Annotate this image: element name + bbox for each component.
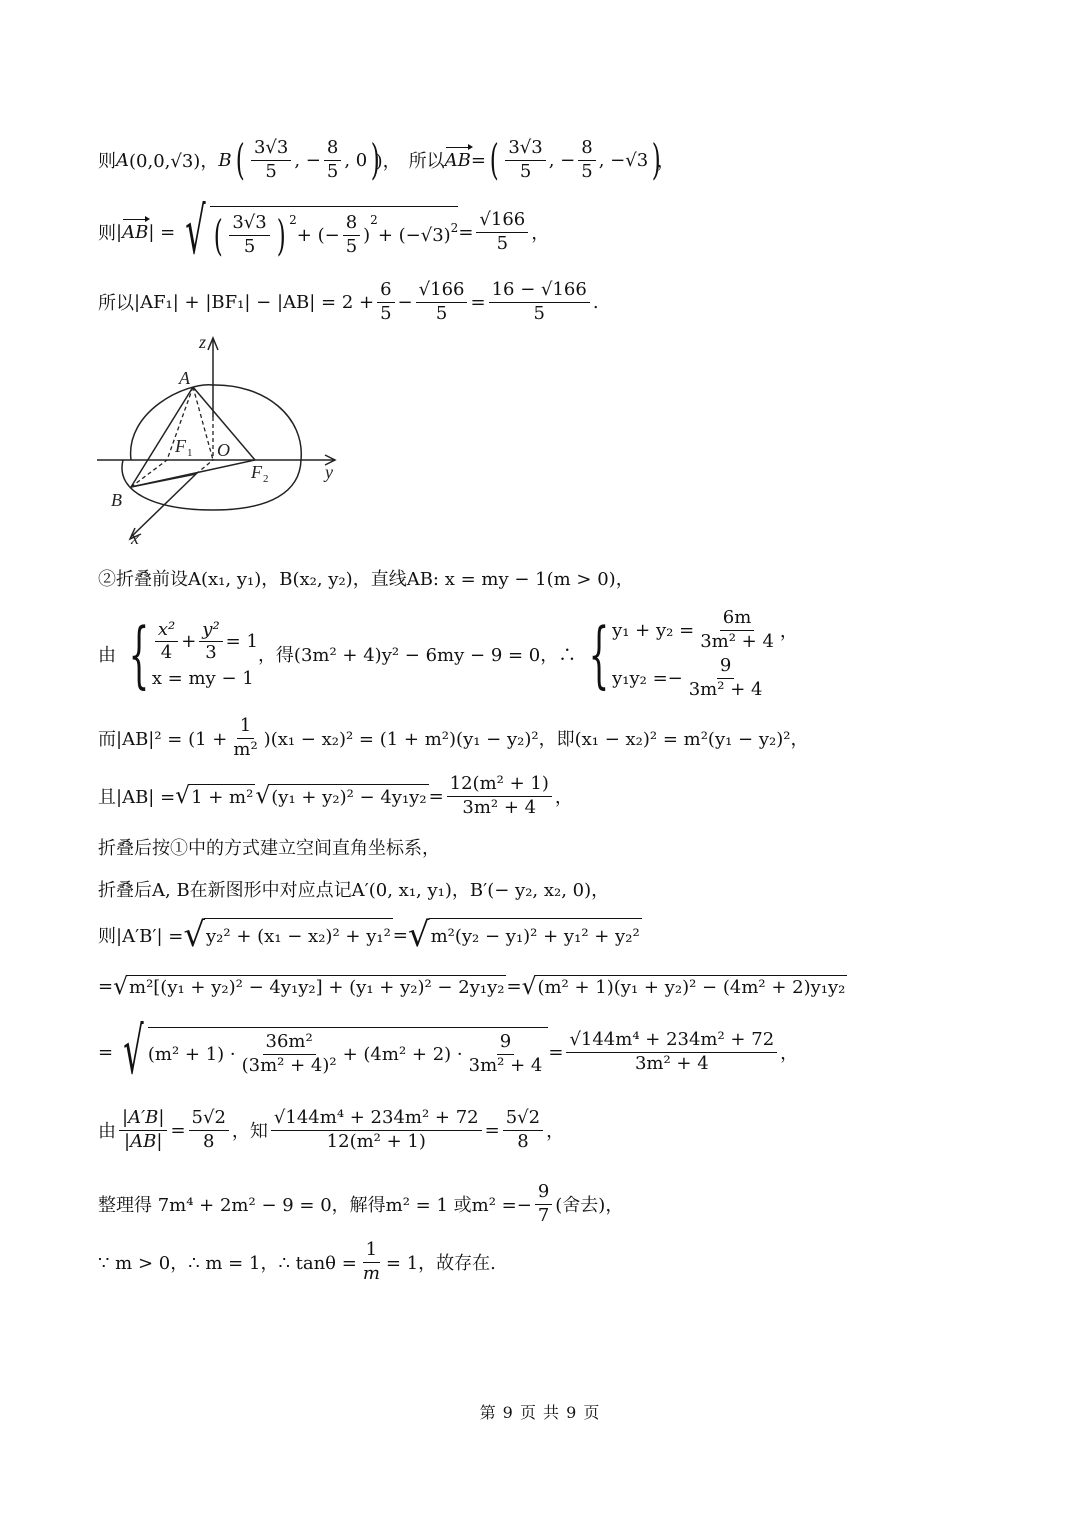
text: ，得(3m² + 4)y² − 6my − 9 = 0，∴ [257, 645, 577, 667]
text: 所以 [98, 293, 134, 315]
text: , −√3 [598, 149, 649, 171]
label-x: x [131, 528, 139, 547]
system-1 [152, 620, 258, 689]
fraction [505, 138, 545, 182]
text: 且|AB| = [98, 787, 176, 809]
sqrt-arg: 1 + m² [189, 784, 255, 807]
text: 折叠后按①中的方式建立空间直角坐标系， [98, 838, 440, 859]
fraction [343, 213, 360, 257]
line-5 [98, 608, 798, 701]
exponent: 2 [370, 213, 378, 228]
line-2 [98, 195, 550, 269]
sqrt-sign: √ [185, 195, 206, 269]
numerator: 8 [324, 138, 341, 161]
numerator: 6m [720, 608, 755, 631]
numerator: 5√2 [189, 1108, 229, 1131]
sqrt: √ (m² + 1)(y₁ + y₂)² − (4m² + 2)y₁y₂ [521, 972, 846, 1000]
sqrt-sign: √ [123, 1015, 144, 1089]
denominator: 3m² + 4 [468, 1055, 543, 1076]
numerator: x² [155, 620, 178, 643]
denominator: 12(m² + 1) [326, 1130, 426, 1152]
fraction [119, 1108, 167, 1152]
text: = [392, 924, 408, 946]
system-row [152, 620, 258, 664]
fraction [503, 1108, 543, 1152]
fraction [416, 280, 468, 324]
label-f2: F [251, 462, 262, 482]
paren: ( [489, 135, 499, 185]
denominator: 3 [205, 642, 217, 664]
text: ∵ m > 0，∴ m = 1，∴ tanθ = [98, 1253, 357, 1275]
brace: { [128, 612, 150, 697]
text: = [506, 976, 522, 998]
fraction [578, 138, 595, 182]
ellipse-lower [122, 460, 301, 510]
denominator: 3m² + 4 [462, 796, 537, 818]
denominator: m [362, 1262, 380, 1284]
fraction [535, 1182, 552, 1226]
text: = [170, 1119, 186, 1141]
numerator: |A′B| [119, 1108, 167, 1131]
paren: ) [370, 135, 380, 185]
fraction [229, 213, 269, 257]
numerator: 6 [377, 280, 394, 303]
numerator: 1 [237, 716, 254, 739]
label-a: A [179, 368, 190, 388]
text: = [458, 221, 474, 243]
line-13 [98, 1108, 564, 1152]
label-o: O [217, 440, 230, 460]
denominator: 5 [345, 236, 358, 257]
fraction [199, 620, 222, 664]
text: = [470, 149, 486, 171]
text: = [428, 785, 444, 807]
text: y₁ + y₂ = [612, 619, 695, 641]
denominator: 7 [537, 1204, 550, 1226]
numerator: 3√3 [229, 213, 269, 236]
geometry-diagram [95, 332, 355, 547]
fraction [377, 280, 394, 324]
denominator: 5 [496, 232, 509, 254]
text: 折叠后A, B在新图形中对应点记A′(0, x₁, y₁)，B′(− y₂, x₂, 0)， [98, 880, 610, 901]
numerator: 9 [497, 1032, 514, 1055]
line-10 [98, 915, 642, 955]
system-row [612, 656, 798, 700]
label-f1: F [175, 436, 186, 456]
paren: ) [651, 135, 661, 185]
line-4 [98, 565, 634, 591]
text: ，知 [231, 1121, 268, 1143]
numerator: 5√2 [503, 1108, 543, 1131]
text: 则|A′B′| = [98, 926, 184, 947]
text: + (−√3) [377, 225, 451, 246]
fraction [566, 1030, 777, 1074]
text: , − [548, 149, 576, 171]
numerator: √144m⁴ + 234m² + 72 [271, 1108, 482, 1131]
text: ， [779, 621, 798, 643]
text: y₁y₂ =− [612, 668, 683, 690]
numerator: 12(m² + 1) [447, 774, 552, 797]
text: B [218, 149, 232, 171]
sqrt: √ 1 + m² [175, 781, 254, 810]
numerator: 16 − √166 [489, 280, 590, 303]
paren: ( [213, 210, 223, 260]
denominator: 5 [533, 302, 545, 324]
line-12 [98, 1015, 799, 1089]
text: = 1，故存在. [385, 1253, 496, 1275]
denominator: 3m² + 4 [634, 1052, 709, 1074]
numerator: 36m² [263, 1032, 316, 1055]
denominator: 5 [435, 302, 448, 324]
text: , 0 [344, 149, 368, 171]
text: 所以 [408, 151, 445, 173]
text: 整理得 7m⁴ + 2m² − 9 = 0，解得m² = 1 或m² =− [98, 1195, 532, 1217]
numerator: √144m⁴ + 234m² + 72 [566, 1030, 777, 1053]
text: (舍去)， [555, 1195, 624, 1217]
text: = [98, 1041, 114, 1063]
numerator: √166 [476, 210, 528, 233]
fraction [686, 656, 766, 700]
denominator: |AB| [124, 1130, 163, 1152]
sqrt-arg: m²[(y₁ + y₂)² − 4y₁y₂] + (y₁ + y₂)² − 2y₁y₂ [127, 975, 506, 998]
line-7 [98, 774, 573, 818]
denominator: 5 [265, 160, 277, 182]
denominator: 8 [517, 1130, 529, 1152]
denominator: 5 [243, 236, 256, 257]
exponent: 2 [450, 221, 459, 236]
line-3 [98, 280, 599, 324]
text: | = [148, 221, 176, 243]
brace: { [588, 612, 610, 697]
text: ， [780, 1043, 799, 1064]
text: )(x₁ − x₂)² = (1 + m²)(y₁ − y₂)²，即(x₁ − x₂)² = m²(y₁ − y₂)²， [263, 729, 809, 751]
denominator: 5 [581, 160, 593, 182]
text: + [181, 631, 197, 653]
line-9 [98, 876, 609, 902]
denominator: 5 [380, 302, 392, 324]
system-row: x = my − 1 [151, 668, 254, 690]
numerator: 3√3 [251, 138, 291, 161]
system-2 [612, 608, 798, 701]
text: | [116, 221, 123, 243]
line-15 [98, 1240, 496, 1284]
sqrt-arg: (y₁ + y₂)² − 4y₁y₂ [269, 784, 428, 807]
text: (m² + 1) · [147, 1044, 236, 1065]
numerator: 1 [363, 1240, 380, 1263]
text: + (− [296, 225, 340, 246]
text: )， [375, 151, 401, 173]
text: = [484, 1119, 500, 1141]
sqrt-arg: ( $\frac{3√3}{5}$ ) $^2$ + (− $\frac{8}{5}$ ) $^2$ + (−√3) $^2$ [210, 206, 458, 257]
text: , − [294, 149, 321, 171]
x-axis-line [131, 474, 196, 537]
text: = [470, 291, 486, 313]
numerator: 8 [578, 138, 595, 161]
sqrt: √ m²(y₂ − y₁)² + y₁² + y₂² [407, 915, 640, 955]
text: − [397, 291, 413, 313]
text: (0,0,√3)， [129, 151, 219, 173]
line-11 [98, 972, 847, 1000]
fraction [239, 1032, 340, 1076]
page-footer: 第 9 页 共 9 页 [479, 1403, 601, 1422]
paren: ) [276, 210, 286, 260]
dashed-x [196, 460, 213, 474]
label-z: z [199, 332, 207, 352]
label-f2-sub: 2 [263, 473, 269, 485]
text: A [116, 149, 129, 171]
fraction [360, 1240, 383, 1284]
label-f1-sub: 1 [187, 447, 193, 459]
line-8 [98, 834, 440, 860]
vector-ab: AB [122, 221, 149, 243]
fraction [189, 1108, 229, 1152]
label-y: y [325, 462, 333, 482]
text: |AF₁| + |BF₁| − |AB| = 2 + [134, 291, 375, 313]
vector-ab: AB [444, 149, 471, 171]
fraction [155, 620, 178, 664]
numerator: 9 [717, 656, 734, 679]
denominator: 5 [519, 160, 532, 182]
numerator: 3√3 [505, 138, 545, 161]
text: . [592, 291, 599, 313]
text: 则 [98, 151, 116, 173]
text: 则 [98, 223, 116, 244]
fraction [251, 138, 291, 182]
numerator: 8 [343, 213, 360, 236]
sqrt: √ m²[(y₁ + y₂)² − 4y₁y₂] + (y₁ + y₂)² − 2y₁y₂ [113, 972, 505, 1000]
denominator: 3m² + 4 [688, 679, 763, 701]
text: ， [531, 223, 550, 244]
fraction [489, 280, 590, 324]
text: = [98, 976, 114, 998]
numerator: 9 [535, 1182, 552, 1205]
text: 由 [98, 1121, 116, 1143]
denominator: 4 [160, 642, 173, 664]
system-row [612, 608, 798, 652]
segment-bo [131, 474, 196, 487]
text: ， [554, 787, 573, 809]
fraction [697, 608, 777, 652]
fraction [324, 138, 341, 182]
fraction [230, 716, 260, 760]
fraction [447, 774, 552, 818]
text: = 1 [225, 631, 258, 653]
sqrt: √ (y₁ + y₂)² − 4y₁y₂ [255, 781, 427, 810]
denominator: 8 [203, 1130, 215, 1152]
text: = [548, 1041, 564, 1063]
fraction [271, 1108, 482, 1152]
text: + (4m² + 2) · [342, 1044, 463, 1065]
label-b: B [111, 490, 122, 510]
sqrt-arg: m²(y₂ − y₁)² + y₁² + y₂² [429, 918, 642, 952]
text: ， [546, 1121, 565, 1143]
fraction [466, 1032, 546, 1076]
line-1: 则 A (0,0,√3)， B ( $\frac{3√3}{5}$ , − $\frac{8}{5}$ , 0 ) )， 所以 AB = ( $\frac{3√3}{5}$ , − $\frac{8}{5}$ , −√3 ) ， [98, 135, 675, 185]
numerator: y² [199, 620, 222, 643]
denominator: m² [233, 738, 258, 760]
exponent: 2 [289, 213, 297, 228]
denominator: 3m² + 4 [700, 630, 774, 652]
line-14 [98, 1182, 623, 1226]
denominator: (3m² + 4)² [241, 1055, 337, 1076]
text: 由 [98, 645, 116, 667]
ellipse-upper [131, 385, 302, 460]
fraction [476, 210, 528, 254]
paren: ( [235, 135, 245, 185]
sqrt-arg: (m² + 1)(y₁ + y₂)² − (4m² + 2)y₁y₂ [535, 975, 847, 998]
line-6 [98, 716, 809, 760]
sqrt-arg: y₂² + (x₁ − x₂)² + y₁² [204, 918, 393, 952]
sqrt: √ y₂² + (x₁ − x₂)² + y₁² [183, 915, 391, 955]
text: 而|AB|² = (1 + [98, 729, 228, 751]
numerator: √166 [416, 280, 468, 303]
text: ②折叠前设A(x₁, y₁)，B(x₂, y₂)，直线AB: x = my − 1(m > 0)， [98, 569, 634, 590]
denominator: 5 [326, 160, 339, 182]
sqrt-arg [148, 1027, 548, 1076]
